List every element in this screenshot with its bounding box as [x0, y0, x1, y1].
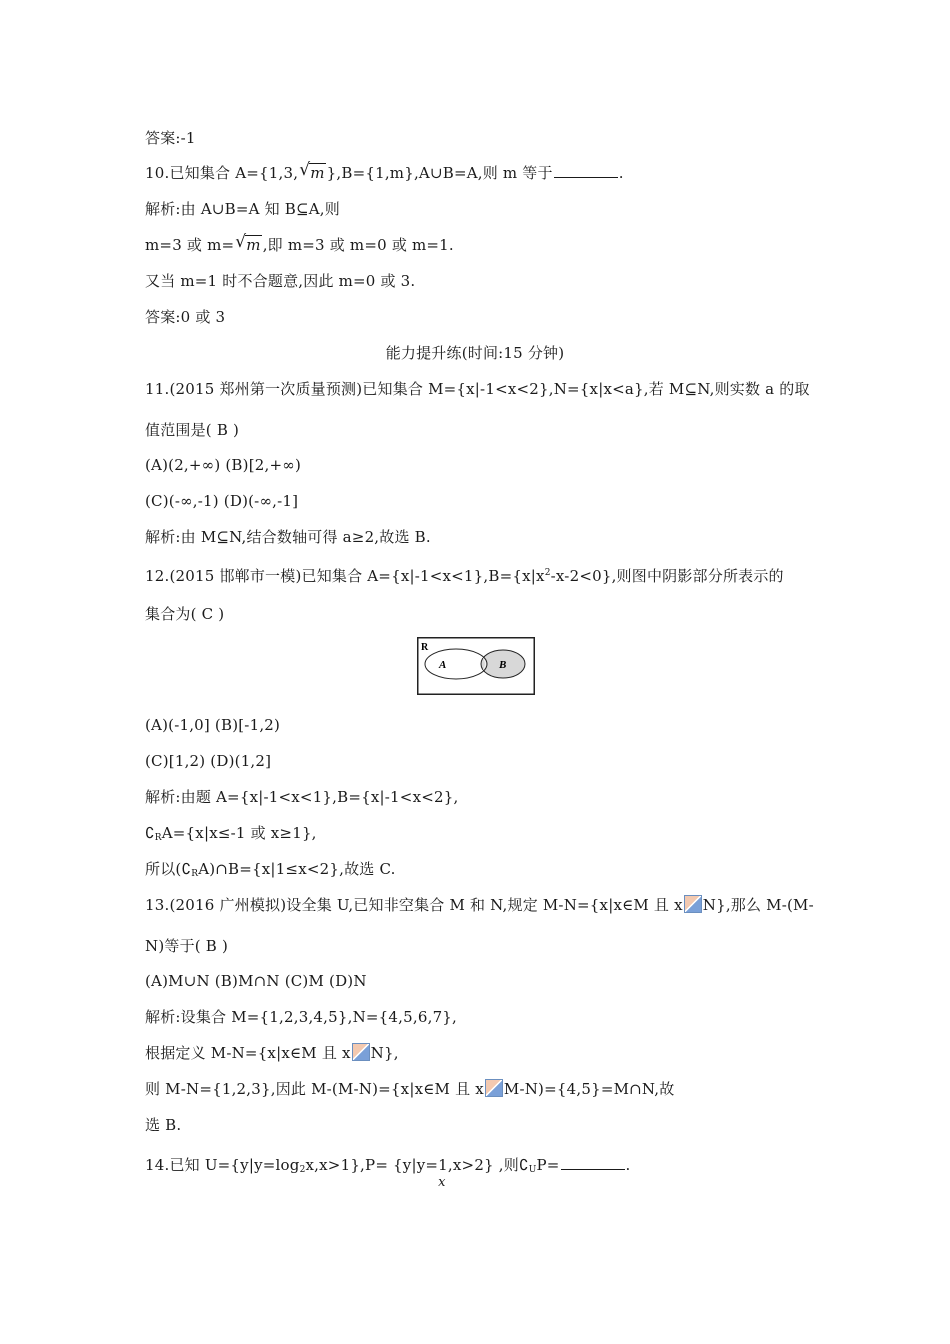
q10-suffix: },B={1,m},A∪B=A,则 m 等于 — [326, 164, 553, 182]
analysis-line: m=3 或 m= √ m ,即 m=3 或 m=0 或 m=1. — [145, 232, 454, 254]
question-13-cont: N)等于( B ) — [145, 937, 229, 955]
analysis-line: 所以$(∁_RA)\cap B=\{x|1\le x<2\}$,故选 C. — [145, 860, 396, 879]
analysis-line: 又当 m=1 时不合题意,因此 m=0 或 3. — [145, 272, 416, 290]
answer-line: 答案:0 或 3 — [145, 308, 226, 326]
broken-glyph-icon — [684, 895, 702, 913]
question-12-cont: 集合为( C ) — [145, 605, 225, 623]
q10-prefix: 10.已知集合 A={1,3, — [145, 164, 299, 182]
options-line: (C)[1,2) (D)(1,2] — [145, 752, 272, 770]
venn-diagram — [417, 637, 535, 695]
universe-label: R — [421, 642, 429, 653]
question-13: 13.(2016 广州模拟)设全集 U,已知非空集合 M 和 N,规定 M-N={x|x∈M 且 x N},那么 M-(M- — [145, 896, 814, 914]
question-14: 14.已知 $U=\{y|y=\log_2x,x>1\},P= \{y|y=1$ x ,x>2} ,则$∁_UP=$ . — [145, 1156, 631, 1190]
set-b-label: B — [499, 659, 507, 671]
analysis-line: $∁_RA=\{x|x\le-1$ 或 x≥1}, — [145, 824, 317, 843]
sqrt-m: √ m — [235, 232, 261, 254]
broken-glyph-icon — [485, 1079, 503, 1097]
sqrt-m: √ m — [299, 160, 325, 182]
options-line: (C)(-∞,-1) (D)(-∞,-1] — [145, 492, 299, 510]
analysis-line: 则 M-N={1,2,3},因此 M-(M-N)={x|x∈M 且 x M-N)={4,5}=M∩N,故 — [145, 1080, 675, 1098]
options-line: (A)M∪N (B)M∩N (C)M (D)N — [145, 972, 367, 990]
section-heading: 能力提升练(时间:15 分钟) — [385, 344, 565, 362]
answer-blank — [554, 163, 618, 178]
analysis-line: 解析:由 M⊆N,结合数轴可得 a≥2,故选 B. — [145, 528, 431, 546]
fraction-1-over-x: 1 x — [438, 1156, 448, 1190]
question-10: 10.已知集合 A={1,3, √ m },B={1,m},A∪B=A,则 m 等于 . — [145, 160, 624, 182]
analysis-line: 选 B. — [145, 1116, 182, 1134]
analysis-line: 根据定义 M-N={x|x∈M 且 x N}, — [145, 1044, 399, 1062]
answer-blank — [561, 1155, 625, 1170]
question-12: 12.(2015 邯郸市一模)已知集合 $A=\{x|-1<x<1\},B=\{x|x^2-x-2<0\}$,则图中阴影部分所表示的 — [145, 567, 784, 585]
answer-line: 答案:-1 — [145, 129, 196, 147]
question-11-cont: 值范围是( B ) — [145, 421, 240, 439]
options-line: (A)(-1,0] (B)[-1,2) — [145, 716, 281, 734]
analysis-line: 解析:由题 A={x|-1<x<1},B={x|-1<x<2}, — [145, 788, 459, 806]
analysis-line: 解析:由 A∪B=A 知 B⊆A,则 — [145, 200, 340, 218]
options-line: (A)(2,+∞) (B)[2,+∞) — [145, 456, 301, 474]
broken-glyph-icon — [352, 1043, 370, 1061]
question-11: 11.(2015 郑州第一次质量预测)已知集合 M={x|-1<x<2},N={x|x<a},若 M⊆N,则实数 a 的取 — [145, 380, 810, 398]
set-a-label: A — [439, 659, 447, 671]
analysis-line: 解析:设集合 M={1,2,3,4,5},N={4,5,6,7}, — [145, 1008, 458, 1026]
